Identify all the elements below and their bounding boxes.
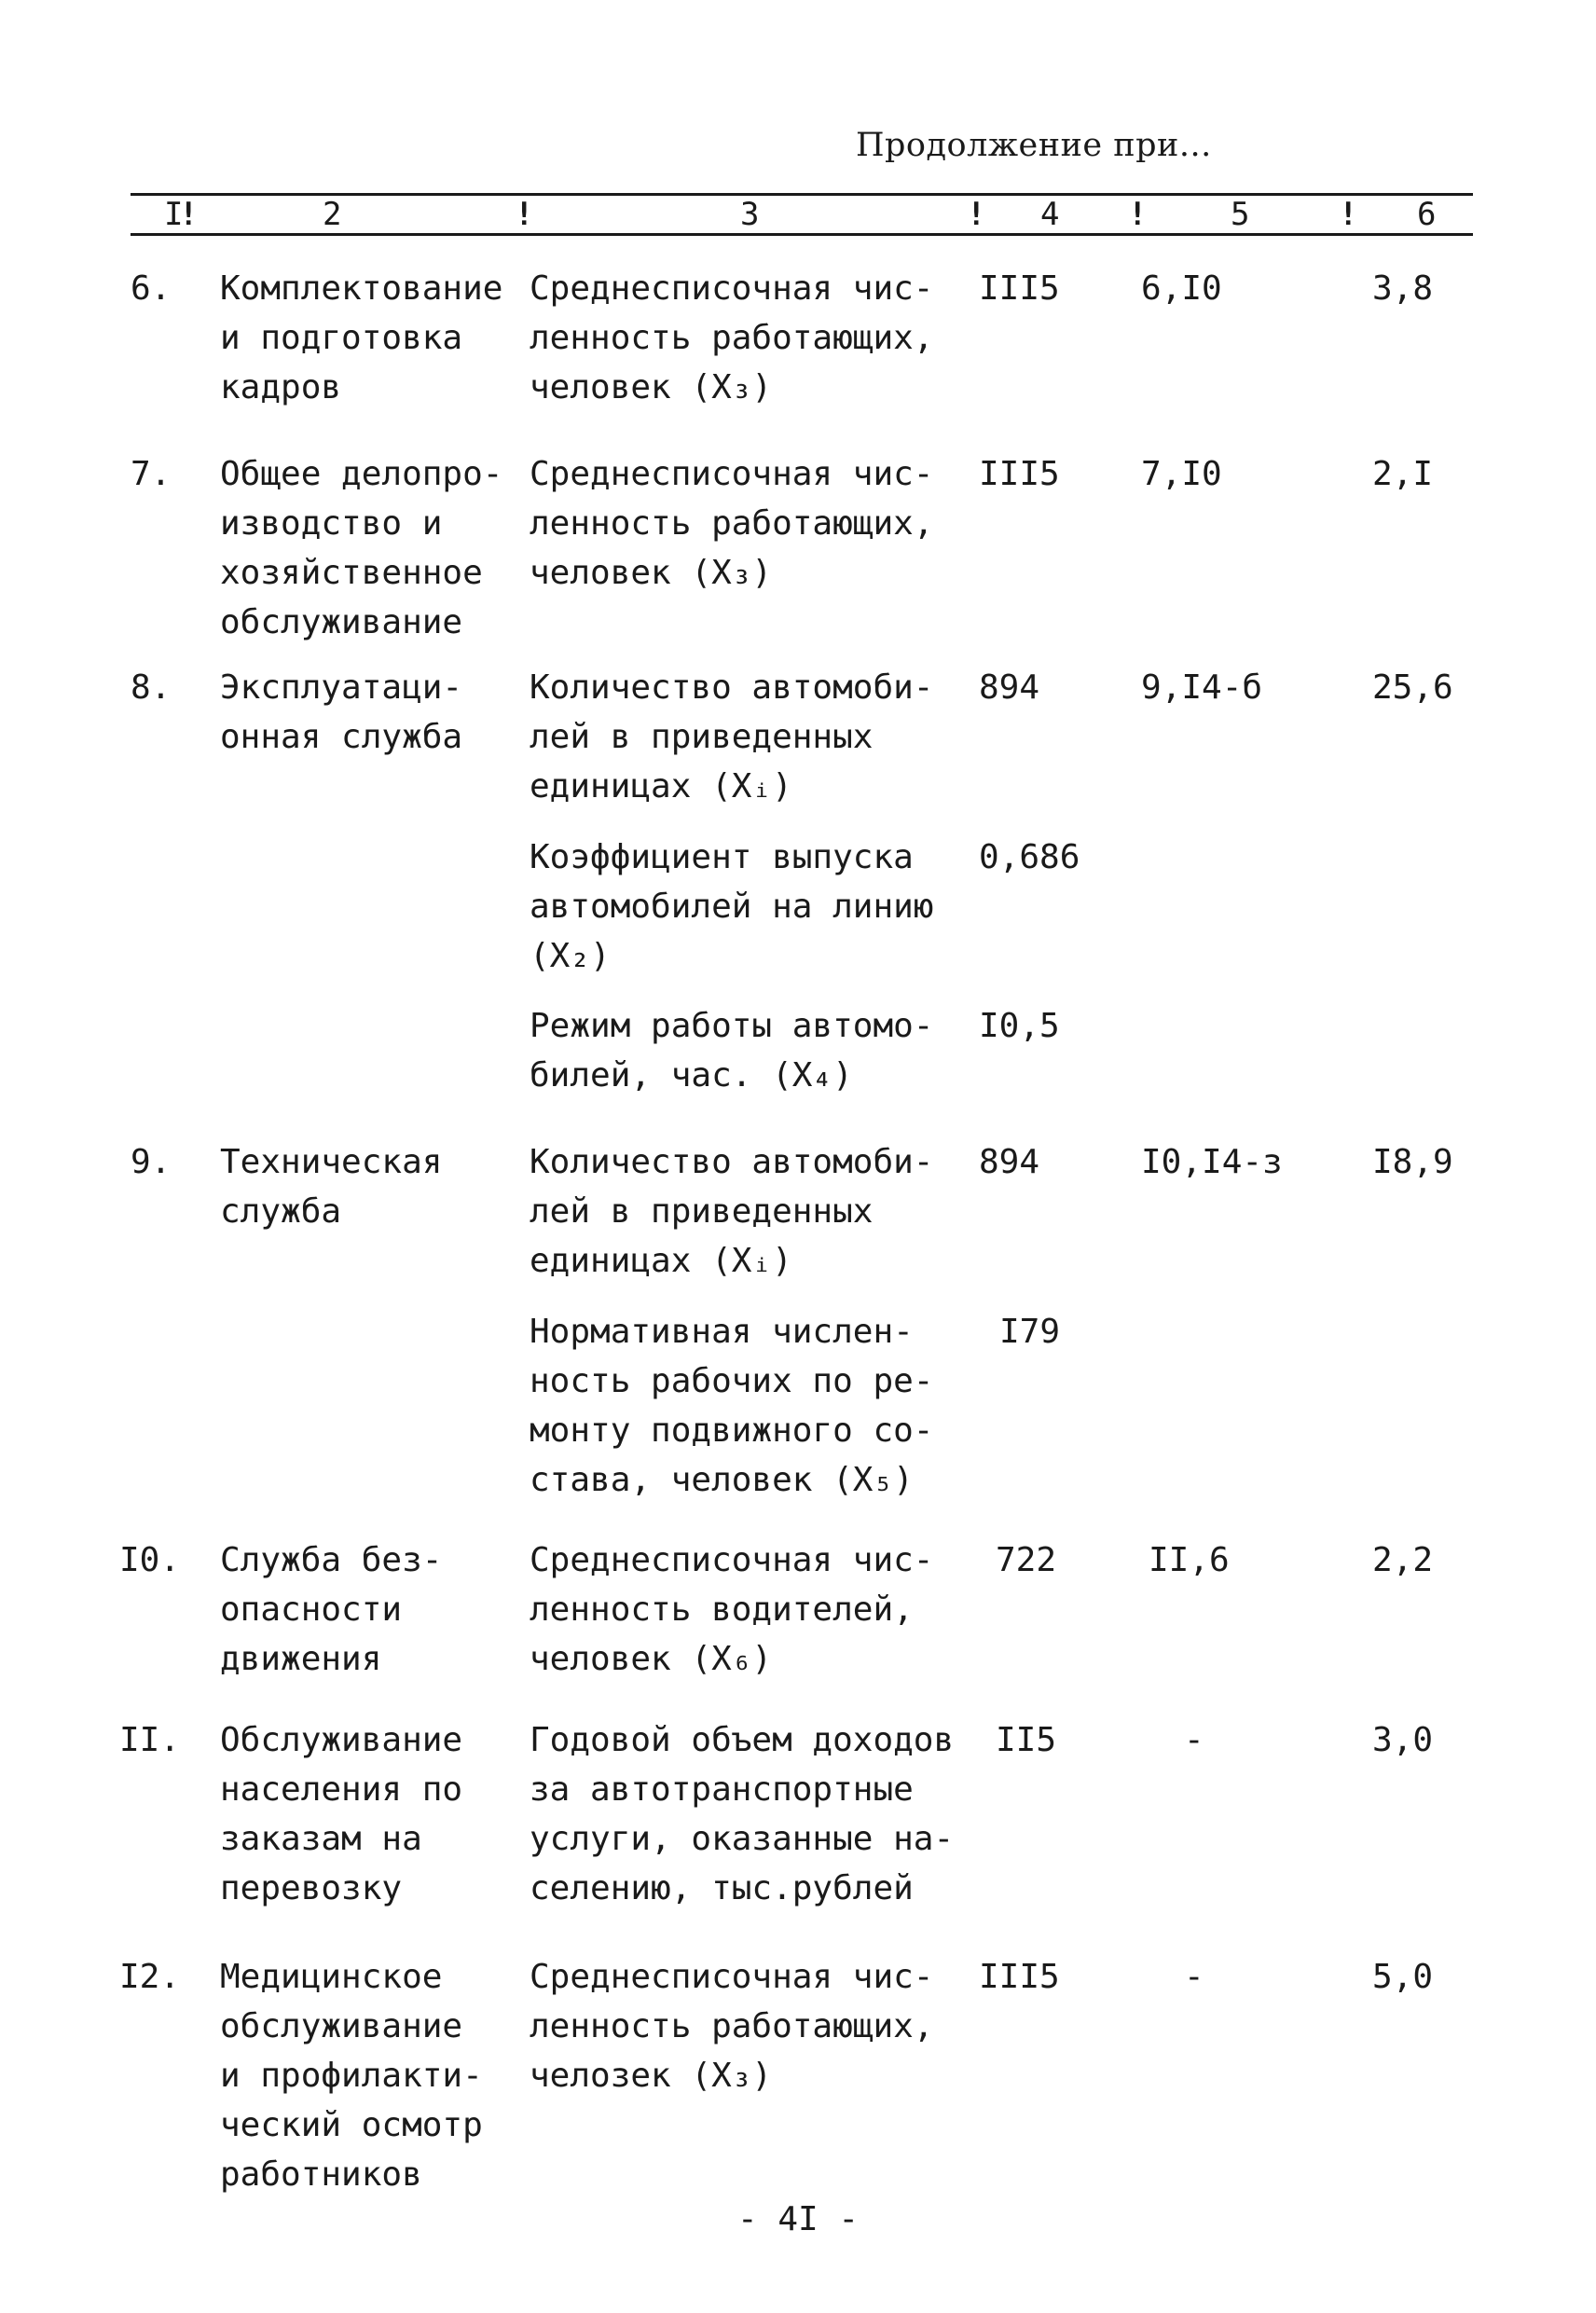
header-separator: ! bbox=[515, 196, 534, 233]
percentage: 5,0 bbox=[1372, 1958, 1434, 1996]
header-col-3: 3 bbox=[740, 196, 760, 233]
percentage: 3,8 bbox=[1372, 269, 1434, 308]
factor-value: 722 bbox=[996, 1541, 1057, 1579]
factor-value: 894 bbox=[979, 668, 1040, 707]
factor-description: Среднесписочная чис- ленность работающих, челозек (X₃) bbox=[530, 1958, 934, 2095]
factor-description: Количество автомоби- лей в приведенных единицах (Xᵢ) bbox=[530, 668, 934, 805]
factor-value: III5 bbox=[979, 455, 1060, 493]
factor-value: I79 bbox=[999, 1313, 1061, 1351]
factor-value: II5 bbox=[996, 1721, 1057, 1759]
factor-description: Режим работы автомо- билей, час. (X₄) bbox=[530, 1007, 934, 1095]
continuation-label: Продолжение при... bbox=[856, 127, 1212, 164]
row-number: II. bbox=[119, 1721, 181, 1759]
factor-description: Среднесписочная чис- ленность водителей, человек (X₆) bbox=[530, 1541, 934, 1678]
header-separator: ! bbox=[1128, 196, 1148, 233]
header-col-1: I bbox=[164, 196, 184, 233]
factor-value: 894 bbox=[979, 1143, 1040, 1181]
row-number: 9. bbox=[131, 1143, 172, 1181]
reference: 7,I0 bbox=[1141, 455, 1222, 493]
service-name: Общее делопро- изводство и хозяйственное обслуживание bbox=[220, 455, 503, 641]
page-number: - 4I - bbox=[736, 2200, 860, 2238]
reference: 6,I0 bbox=[1141, 269, 1222, 308]
reference: I0,I4-з bbox=[1141, 1143, 1283, 1181]
row-number: I2. bbox=[119, 1958, 181, 1996]
percentage: 25,6 bbox=[1372, 668, 1453, 707]
reference: 9,I4-б bbox=[1141, 668, 1263, 707]
service-name: Обслуживание населения по заказам на перевозку bbox=[220, 1721, 463, 1907]
factor-value: I0,5 bbox=[979, 1007, 1060, 1045]
factor-value: III5 bbox=[979, 1958, 1060, 1996]
factor-value: 0,686 bbox=[979, 838, 1080, 876]
factor-description: Нормативная числен- ность рабочих по ре- монту подвижного со- става, человек (X₅) bbox=[530, 1313, 934, 1499]
percentage: 2,I bbox=[1372, 455, 1434, 493]
factor-description: Среднесписочная чис- ленность работающих, человек (X₃) bbox=[530, 269, 934, 406]
reference: - bbox=[1184, 1958, 1204, 1996]
factor-description: Среднесписочная чис- ленность работающих, человек (X₃) bbox=[530, 455, 934, 592]
header-separator: ! bbox=[967, 196, 986, 233]
factor-description: Количество автомоби- лей в приведенных единицах (Xᵢ) bbox=[530, 1143, 934, 1280]
header-col-6: 6 bbox=[1417, 196, 1437, 233]
factor-description: Коэффициент выпуска автомобилей на линию (X₂) bbox=[530, 838, 934, 975]
service-name: Техническая служба bbox=[220, 1143, 443, 1231]
reference: II,6 bbox=[1149, 1541, 1230, 1579]
row-number: 6. bbox=[131, 269, 172, 308]
percentage: 2,2 bbox=[1372, 1541, 1434, 1579]
factor-description: Годовой объем доходов за автотранспортные услуги, оказанные на- селению, тыс.рублей bbox=[530, 1721, 955, 1907]
service-name: Комплектование и подготовка кадров bbox=[220, 269, 503, 406]
reference: - bbox=[1184, 1721, 1204, 1759]
table-header bbox=[131, 193, 1473, 236]
header-col-5: 5 bbox=[1231, 196, 1250, 233]
header-separator: ! bbox=[179, 196, 199, 233]
header-col-2: 2 bbox=[323, 196, 342, 233]
factor-value: III5 bbox=[979, 269, 1060, 308]
service-name: Медицинское обслуживание и профилакти- ческий осмотр работников bbox=[220, 1958, 483, 2194]
service-name: Эксплуатаци- онная служба bbox=[220, 668, 463, 756]
service-name: Служба без- опасности движения bbox=[220, 1541, 443, 1678]
row-number: I0. bbox=[119, 1541, 181, 1579]
header-separator: ! bbox=[1339, 196, 1358, 233]
percentage: I8,9 bbox=[1372, 1143, 1453, 1181]
header-col-4: 4 bbox=[1040, 196, 1060, 233]
percentage: 3,0 bbox=[1372, 1721, 1434, 1759]
row-number: 8. bbox=[131, 668, 172, 707]
row-number: 7. bbox=[131, 455, 172, 493]
